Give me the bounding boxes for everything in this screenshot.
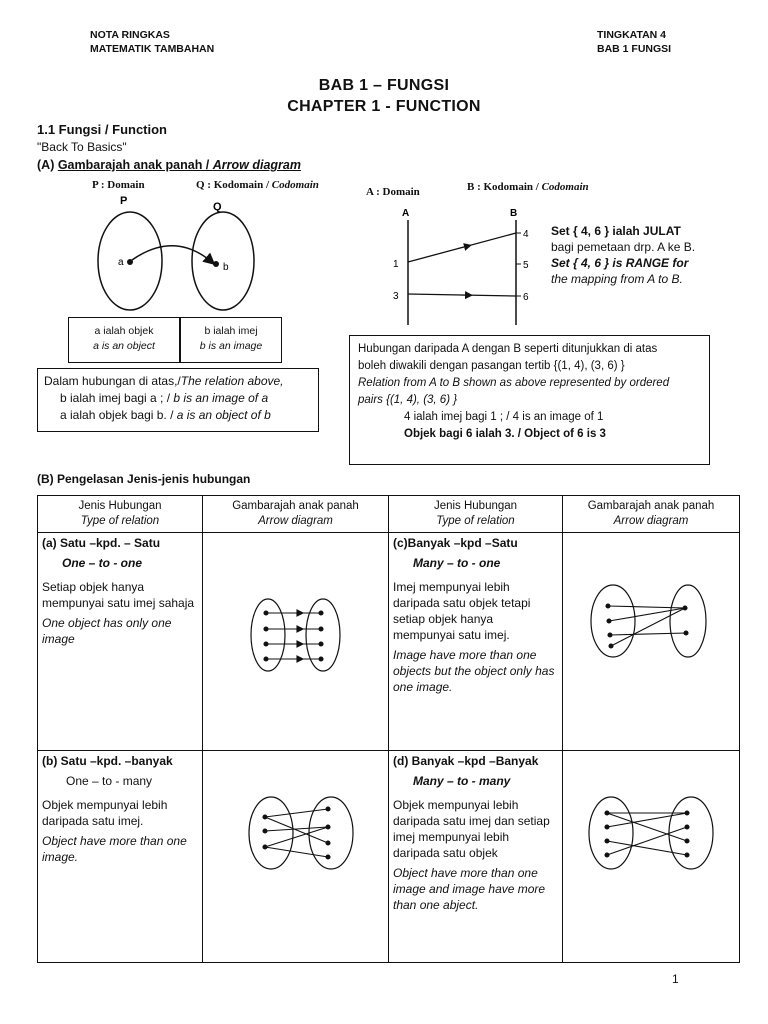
ordered-pairs-line4: pairs {(1, 4), (3, 6) } <box>358 394 458 406</box>
relation-explanation-box <box>37 368 319 432</box>
q-letter: Q <box>213 201 222 213</box>
ordered-pairs-line5: 4 ialah imej bagi 1 ; / 4 is an image of 1 <box>404 411 604 423</box>
many-to-many-diagram-cell <box>563 751 740 963</box>
part-b-heading: (B) Pengelasan Jenis-jenis hubungan <box>37 472 251 486</box>
many-to-many-cell <box>389 751 563 963</box>
page-number: 1 <box>672 972 679 986</box>
b-letter-2: B <box>510 208 518 219</box>
many-to-one-title: (c)Banyak –kpd –Satu <box>393 536 518 550</box>
one-to-many-desc-ms: Objek mempunyai lebih daripada satu imej. <box>42 798 168 828</box>
header-left-line1: NOTA RINGKAS <box>90 29 170 41</box>
relation-line1: Dalam hubungan di atas,/The relation above, <box>44 374 284 388</box>
object-box-line1: a ialah objek <box>94 325 154 337</box>
many-to-many-en: Many – to - many <box>413 774 511 788</box>
header-left <box>90 28 214 56</box>
a-domain-label: A : Domain <box>366 186 420 198</box>
one-to-one-en: One – to - one <box>62 556 143 570</box>
many-to-one-desc-ms: Imej mempunyai lebih daripada satu objek tetapi setiap objek hanya mempunyai satu imej. <box>393 580 531 642</box>
col-header-type-1: Jenis Hubungan Type of relation <box>38 496 203 533</box>
header-right <box>597 28 671 56</box>
codomain-ellipse <box>192 212 254 310</box>
header-right-line2: BAB 1 FUNGSI <box>597 43 672 55</box>
image-box-line1: b ialah imej <box>204 325 258 337</box>
relation-line3: a ialah objek bagi b. / a is an object of b <box>60 408 271 422</box>
range-note <box>551 223 695 287</box>
object-box-line2: a is an object <box>93 340 155 352</box>
col-header-diagram-2: Gambarajah anak panah Arrow diagram <box>563 496 740 533</box>
section-heading: 1.1 Fungsi / Function <box>37 122 167 137</box>
arrow-a-to-b <box>132 246 213 263</box>
many-to-many-title: (d) Banyak –kpd –Banyak <box>393 754 539 768</box>
b-codomain-label-ms: B : Kodomain / <box>467 181 542 193</box>
many-to-one-cell <box>389 533 563 751</box>
table-header-row <box>38 496 740 533</box>
page-title: BAB 1 – FUNGSI <box>318 77 450 94</box>
image-box <box>180 317 282 363</box>
ordered-pairs-line3: Relation from A to B shown as above represented by ordered <box>358 377 670 389</box>
part-a-heading <box>37 158 301 172</box>
ordered-pairs-line2: boleh diwakili dengan pasangan tertib {(1, 4), (3, 6) } <box>358 360 625 372</box>
one-to-one-title: (a) Satu –kpd. – Satu <box>42 536 161 550</box>
range-note-line4: the mapping from A to B. <box>551 272 683 286</box>
table-row <box>38 751 740 963</box>
part-a-prefix: (A) <box>37 158 58 172</box>
right-value-4: 4 <box>523 229 529 240</box>
part-a-label: Gambarajah anak panah / <box>57 158 213 172</box>
many-to-many-desc-en: Object have more than one image and image have more than one abject. <box>393 866 546 912</box>
image-box-line2: b is an image <box>199 340 263 352</box>
col-header-type-2: Jenis Hubungan Type of relation <box>389 496 563 533</box>
range-note-line1: Set { 4, 6 } ialah JULAT <box>551 224 681 238</box>
one-to-many-title: (b) Satu –kpd. –banyak <box>42 754 173 768</box>
b-codomain-label-en: Codomain <box>541 181 589 193</box>
one-to-many-en: One – to - many <box>66 774 153 788</box>
left-value-1: 1 <box>393 259 399 270</box>
q-codomain-label-ms: Q : Kodomain / <box>196 179 272 191</box>
page-subtitle: CHAPTER 1 - FUNCTION <box>287 98 481 115</box>
one-to-many-diagram-cell <box>203 751 389 963</box>
one-to-one-desc-en: One object has only one image <box>42 616 172 646</box>
part-a-label-en: Arrow diagram <box>212 158 301 172</box>
one-to-one-diagram-cell <box>203 533 389 751</box>
many-to-one-diagram <box>563 533 740 745</box>
col-header-diagram-1: Gambarajah anak panah Arrow diagram <box>203 496 389 533</box>
section-subheading: "Back To Basics" <box>37 140 127 154</box>
table-row <box>38 533 740 751</box>
right-value-6: 6 <box>523 292 529 303</box>
a-letter: a <box>118 257 124 268</box>
object-box <box>68 317 180 363</box>
point-b <box>213 261 219 267</box>
one-to-many-cell <box>38 751 203 963</box>
many-to-one-diagram-cell <box>563 533 740 751</box>
many-to-many-diagram <box>563 751 740 957</box>
arrow-diagram-pq <box>60 190 320 320</box>
range-note-line2: bagi pemetaan drp. A ke B. <box>551 240 696 254</box>
left-value-3: 3 <box>393 291 399 302</box>
one-to-many-diagram <box>203 751 389 957</box>
one-to-one-diagram <box>203 533 389 745</box>
header-right-line1: TINGKATAN 4 <box>597 29 667 41</box>
b-letter: b <box>223 262 229 273</box>
many-to-many-desc-ms: Objek mempunyai lebih daripada satu imej dan setiap imej mempunyai lebih daripada satu objek <box>393 798 550 860</box>
header-left-line2: MATEMATIK TAMBAHAN <box>90 43 215 55</box>
relation-line2: b ialah imej bagi a ; / b is an image of a <box>60 391 269 405</box>
q-codomain-label-en: Codomain <box>271 179 319 191</box>
ordered-pairs-line1: Hubungan daripada A dengan B seperti ditunjukkan di atas <box>358 343 658 355</box>
arrow-diagram-ab <box>385 200 545 330</box>
b-codomain-label <box>467 181 589 193</box>
ordered-pairs-line6: Objek bagi 6 ialah 3. / Object of 6 is 3 <box>404 428 606 440</box>
one-to-one-desc-ms: Setiap objek hanya mempunyai satu imej sahaja <box>42 580 195 610</box>
a-letter-2: A <box>402 208 410 219</box>
many-to-one-desc-en: Image have more than one objects but the object only has one image. <box>393 648 555 694</box>
p-domain-label: P : Domain <box>92 179 145 191</box>
p-letter: P <box>120 195 128 207</box>
relation-types-table <box>37 495 740 963</box>
right-value-5: 5 <box>523 260 529 271</box>
ordered-pairs-box <box>349 335 710 465</box>
many-to-one-en: Many – to - one <box>413 556 501 570</box>
one-to-one-cell <box>38 533 203 751</box>
range-note-line3: Set { 4, 6 } is RANGE for <box>551 256 689 270</box>
one-to-many-desc-en: Object have more than one image. <box>42 834 187 864</box>
